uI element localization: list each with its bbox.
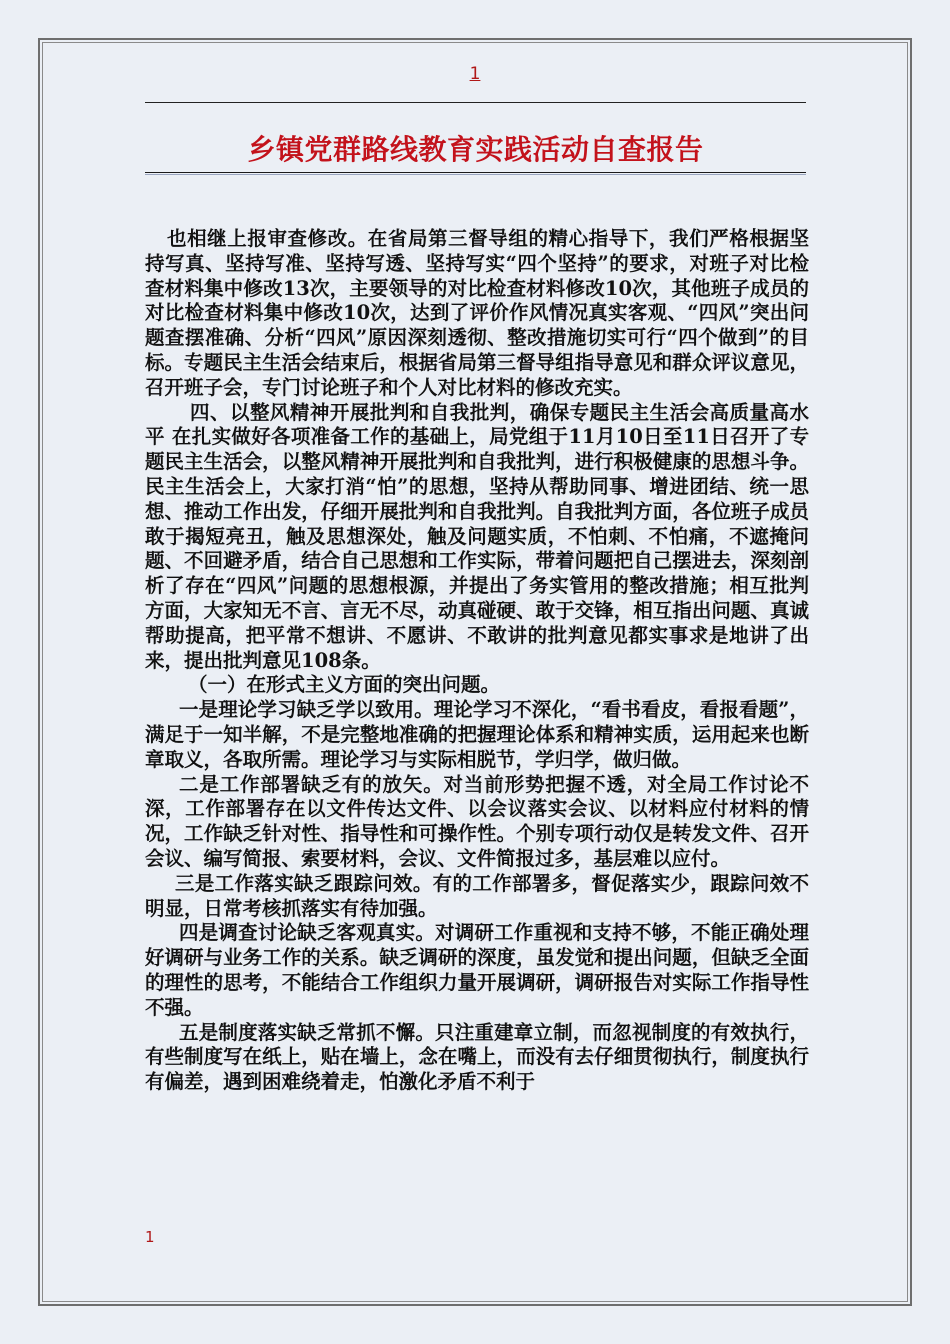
paragraph-2: 四、以整风精神开展批判和自我批判，确保专题民主生活会高质量高水平 在扎实做好各项准备工作的基础上，局党组于11月10日至11日召开了专题民主生活会，以整风精神开展批判和自我批判，进行积极健康的思想斗争。民主生活会上，大家打消“怕”的思想，坚持从帮助同事、增进团结、统一思想、推动工作出发，仔细开展批判和自我批判。自我批判方面，各位班子成员敢于揭短亮丑，触及思想深处，触及问题实质，不怕刺、不怕痛，不遮掩问题、不回避矛盾，结合自己思想和工作实际，带着问题把自己摆进去，深刻剖析了存在“四风”问题的思想根源，并提出了务实管用的整改措施；相互批判方面，大家知无不言、言无不尽，动真碰硬、敢于交锋，相互指出问题、真诚帮助提高，把平常不想讲、不愿讲、不敢讲的批判意见都实事求是地讲了出来，提出批判意见108条。 — [145, 400, 809, 672]
paragraph-8: 五是制度落实缺乏常抓不懈。只注重建章立制，而忽视制度的有效执行，有些制度写在纸上，贴在墙上，念在嘴上，而没有去仔细贯彻执行，制度执行有偏差，遇到困难绕着走，怕激化矛盾不利于 — [145, 1020, 809, 1094]
document-body — [145, 227, 809, 1095]
paragraph-4: 一是理论学习缺乏学以致用。理论学习不深化，“看书看皮，看报看题”，满足于一知半解，不是完整地准确的把握理论体系和精神实质，运用起来也断章取义，各取所需。理论学习与实际相脱节，学归学，做归做。 — [145, 698, 809, 771]
header-page-number: 1 — [469, 64, 481, 84]
paragraph-7: 四是调查讨论缺乏客观真实。对调研工作重视和支持不够，不能正确处理好调研与业务工作的关系。缺乏调研的深度，虽发觉和提出问题，但缺乏全面的理性的思考，不能结合工作组织力量开展调研，调研报告对实际工作指导性不强。 — [145, 921, 809, 1019]
header-rule — [145, 102, 806, 103]
paragraph-3: （一）在形式主义方面的突出问题。 — [188, 673, 501, 697]
document-title: 乡镇党群路线教育实践活动自查报告 — [247, 133, 704, 166]
paragraph-6: 三是工作落实缺乏跟踪问效。有的工作部署多，督促落实少，跟踪问效不明显，日常考核抓落实有待加强。 — [145, 871, 809, 920]
footer-page-number: 1 — [145, 1228, 155, 1246]
paragraph-5: 二是工作部署缺乏有的放矢。对当前形势把握不透，对全局工作讨论不深，工作部署存在以文件传达文件、以会议落实会议、以材料应付材料的情况，工作缺乏针对性、指导性和可操作性。个别专项行动仅是转发文件、召开会议、编写简报、索要材料，会议、文件简报过多，基层难以应付。 — [145, 772, 809, 870]
paragraph-1: 也相继上报审查修改。在省局第三督导组的精心指导下，我们严格根据坚持写真、坚持写准、坚持写透、坚持写实“四个坚持”的要求，对班子对比检查材料集中修改13次，主要领导的对比检查材料修改10次，其他班子成员的对比检查材料集中修改10次，达到了评价作风情况真实客观、“四风”突出问题查摆准确、分析“四风”原因深刻透彻、整改措施切实可行“四个做到”的目标。专题民主生活会结束后，根据省局第三督导组指导意见和群众评议意见，召开班子会，专门讨论班子和个人对比材料的修改充实。 — [145, 227, 809, 399]
title-rule — [145, 172, 806, 173]
